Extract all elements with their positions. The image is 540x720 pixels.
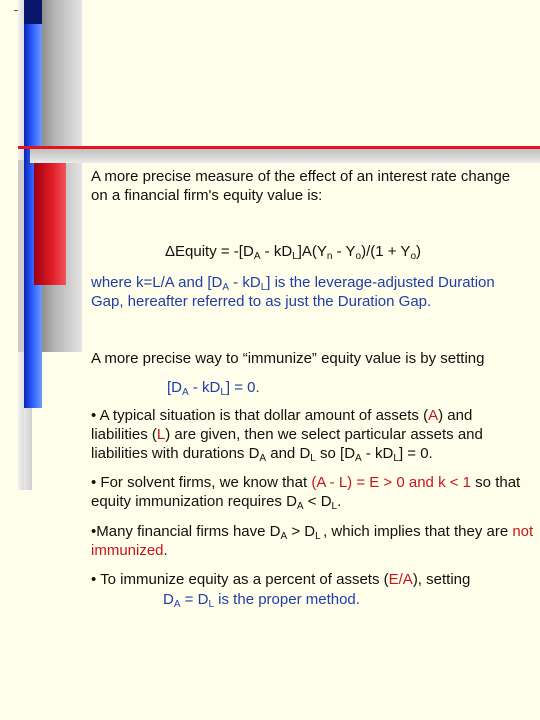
red-accent-block: [34, 163, 66, 285]
duration-gap-definition: where k=L/A and $[D_A - kD_L]$ is the leverage-adjusted Duration Gap, hereafter referred to as just the Duration Gap.: [91, 274, 495, 310]
gray-horizontal-band: [30, 149, 540, 163]
bullet-solvent-firms: • For solvent firms, we know that (A - L) = E > 0 and k < 1 so that equity immunization requires $D_A < D_L$.: [91, 474, 521, 512]
bullet-typical-situation: • A typical situation is that dollar amount of assets (A) and liabilities (L) are given, then we select particular assets and liabilities with durations $D_A$ and $D_L$ so $[D_A - kD_L] = 0$.: [91, 407, 483, 464]
intro-paragraph: A more precise measure of the effect of an interest rate change on a financial firm's equity value is:: [91, 168, 511, 204]
bullet-equity-percent: • To immunize equity as a percent of assets (E/A), setting: [91, 571, 471, 588]
equity-equation: ΔEquity = $-[D_A - kD_L]A(Y_n - Y_o)/(1 + Y_o)$: [165, 243, 422, 262]
immunize-condition: $[D_A - kD_L] = 0$.: [167, 379, 260, 398]
blue-bar-top: [24, 0, 42, 24]
red-horizontal-rule: [18, 146, 540, 149]
bullet-not-immunized: •Many financial firms have $D_A > D_L$ , which implies that they are not immunized.: [91, 523, 534, 559]
immunize-paragraph: A more precise way to “immunize” equity value is by setting: [91, 350, 485, 367]
proper-method: $D_A = D_L$ is the proper method.: [163, 591, 360, 610]
corner-tick: [14, 10, 18, 11]
